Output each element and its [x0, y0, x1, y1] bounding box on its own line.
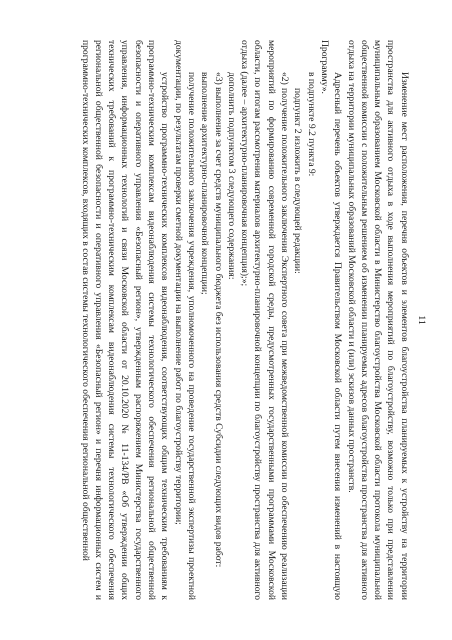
paragraph: устройство программно-технических комплексов видеонаблюдения, соответствующих общим техническим требованиям к программно-техническим комплексам видеонаблюдения системы технологического обеспечения региональной общественной безопасности и оперативного управления «Безопасный регион», утвержденным распоряжением Министерства государственного управления, информационных технологий и связи Московской области от 20.10.2020 № 11-134/РВ «Об утверждении общих технических требований к программно-техническим комплексам видеонаблюдения системы технологического обеспечения региональной общественной безопасности и оперативного управления «Безопасный регион» и перечня информационных систем и программно-технических комплексов, входящих в состав системы технологического обеспечения региональной общественной — [79, 40, 171, 600]
paragraph: Адресный перечень объектов утверждается Правительством Московской области путем внесения изменений в настоящую Программу». — [318, 40, 344, 600]
paragraph: выполнение архитектурно-планировочной концепции; — [199, 72, 211, 295]
paragraph: Изменение мест расположения, перечня объектов и элементов благоустройства планируемых к устройству на территории пространства для активного отдыха в ходе выполнения мероприятий по благоустройству, возможно только при представлении муниципальным образованием Московской области в Министерство благоустройства Московской области протокола муниципальной общественной комиссии с положительным решением об изменении планируемых адресов благоустройства пространства для активного отдыха на территории муниципальных образований Московской области и (или) эскизов данных пространств. — [345, 40, 410, 600]
paragraph: дополнить подпунктом 3 следующего содержания: — [225, 72, 237, 280]
document-page — [16, 16, 436, 624]
page-number: 11 — [416, 315, 427, 325]
paragraph: «3) выполнение за счет средств муниципального бюджета без использования средств Субсидии следующих видов работ: — [212, 72, 224, 568]
paragraph: получение положительного заключения учреждения, уполномоченного на проведение государственной экспертизы проектной документации, по результатам проверки сметной документации на выполнение работ по благоустройству территории; — [172, 40, 197, 600]
paragraph: подпункт 2 изложить в следующей редакции: — [292, 88, 304, 274]
paragraph: в подпункте 9.2 пункта 9: — [305, 72, 317, 177]
paragraph: «2) получение положительного заключения Экспертного совета при межведомственной комиссии по обеспечению реализации мероприятий по формированию современной городской среды, предусмотренных государственными программами Московской области, по итогам рассмотрения материалов архитектурно-планировочной концепции по благоустройству пространства для активного отдыха (далее – архитектурно-планировочная концепция);»; — [239, 40, 291, 600]
